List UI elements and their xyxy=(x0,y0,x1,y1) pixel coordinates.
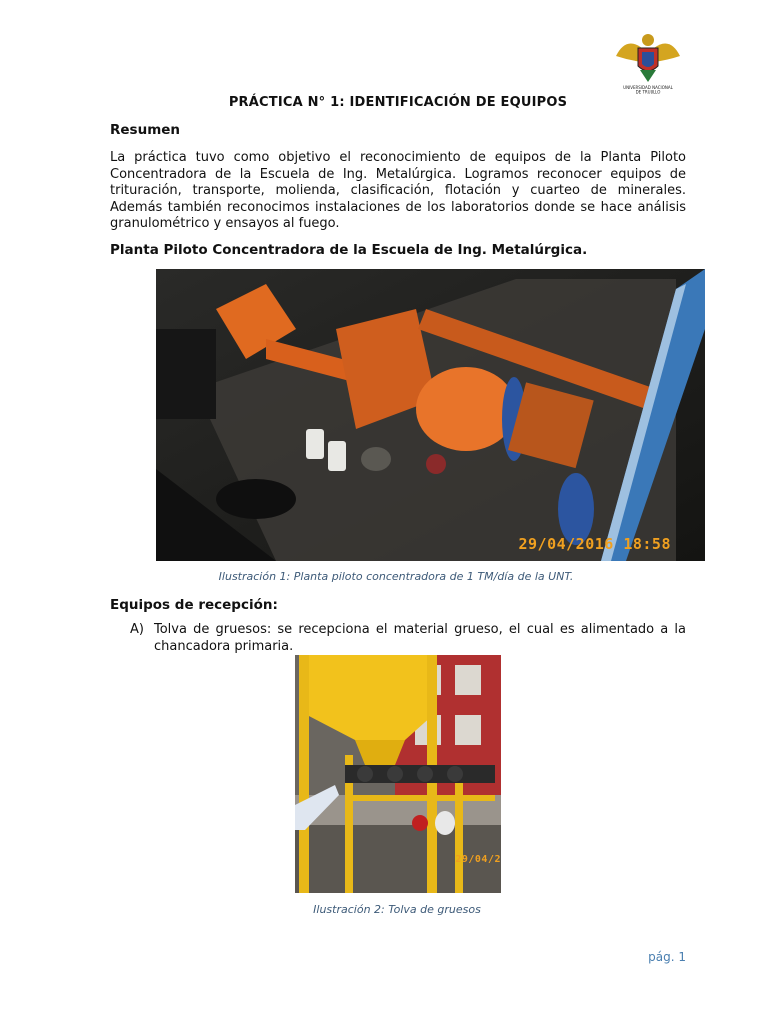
hopper-photo xyxy=(295,655,501,893)
plant-photo xyxy=(156,269,705,561)
list-marker: A) xyxy=(130,622,144,637)
photo-timestamp: 29/04/2016 18:58 xyxy=(518,535,671,553)
page-number: pág. 1 xyxy=(648,950,686,964)
list-item-text: Tolva de gruesos: se recepciona el material grueso, el cual es alimentado a la chancadora primaria. xyxy=(154,622,686,654)
plant-heading: Planta Piloto Concentradora de la Escuela de Ing. Metalúrgica. xyxy=(110,242,588,258)
university-crest-icon xyxy=(612,26,684,94)
list-item xyxy=(130,622,686,655)
summary-paragraph: La práctica tuvo como objetivo el reconocimiento de equipos de la Planta Piloto Concentradora de la Escuela de Ing. Metalúrgica. Logramos reconocer equipos de trituración, transporte, molienda, clasificación, flotación y cuarteo de minerales. Además también reconocimos instalaciones de los laboratorios donde se hace análisis granulométrico y ensayos al fuego. xyxy=(110,150,686,231)
svg-text:DE TRUJILLO: DE TRUJILLO xyxy=(635,89,661,94)
figure2-caption: Ilustración 2: Tolva de gruesos xyxy=(313,903,481,916)
photo-timestamp: 29/04/2 xyxy=(455,854,501,865)
summary-heading: Resumen xyxy=(110,122,181,138)
document-title: PRÁCTICA N° 1: IDENTIFICACIÓN DE EQUIPOS xyxy=(228,95,568,110)
figure1-caption: Ilustración 1: Planta piloto concentradora de 1 TM/día de la UNT. xyxy=(218,570,574,583)
reception-heading: Equipos de recepción: xyxy=(110,597,278,613)
svg-text:UNIVERSIDAD NACIONAL: UNIVERSIDAD NACIONAL xyxy=(623,85,673,90)
